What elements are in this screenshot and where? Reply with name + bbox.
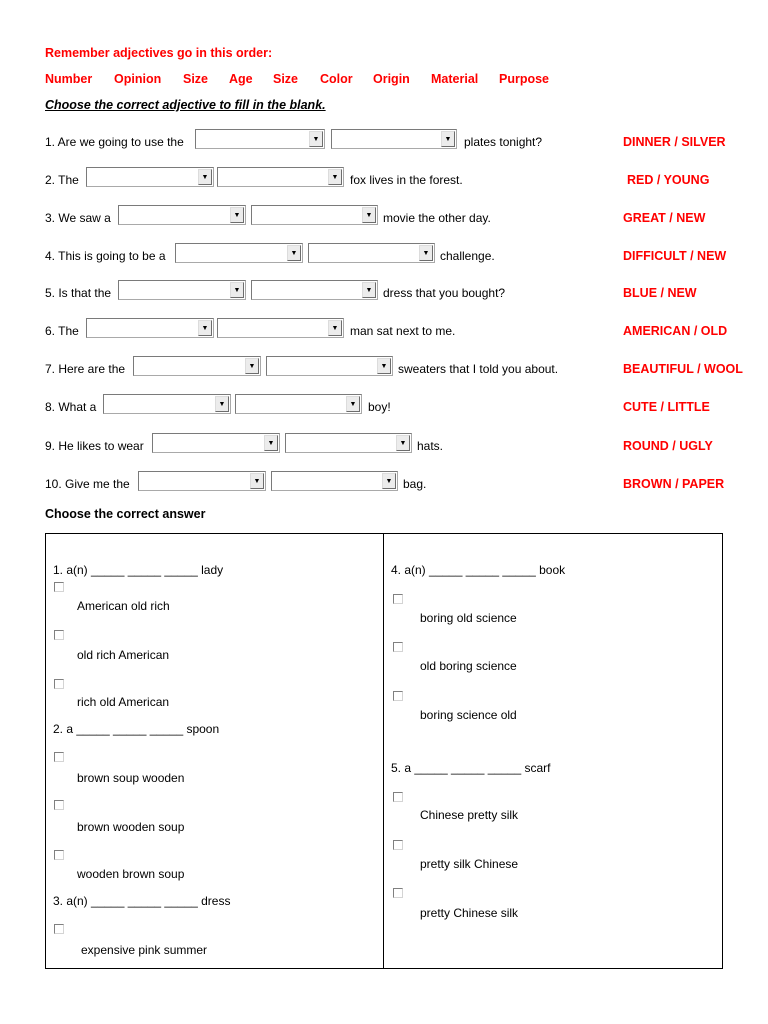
question-text-before: 7. Here are the [45,362,126,376]
mc-option: Chinese pretty silk [420,808,519,822]
section-title: Choose the correct answer [45,507,206,521]
adjective-dropdown-2[interactable] [217,167,344,187]
question-text-before: 5. Is that the [45,286,112,300]
adjective-dropdown-2[interactable] [331,129,457,149]
mc-option: boring old science [420,611,517,625]
checkbox-icon[interactable] [54,924,64,934]
checkbox-icon[interactable] [54,800,64,810]
question-row [45,471,745,495]
adjective-dropdown-1[interactable] [175,243,303,263]
mc-option: wooden brown soup [77,867,185,881]
checkbox-icon[interactable] [54,679,64,689]
question-row [45,433,745,457]
triangle-down-icon[interactable]: ▼ [198,320,212,336]
triangle-down-icon[interactable]: ▼ [328,169,342,185]
answer-hint: RED / YOUNG [627,173,710,187]
order-word-purpose: Purpose [499,72,550,86]
answer-hint: CUTE / LITTLE [623,400,710,414]
adjective-dropdown-2[interactable] [251,205,378,225]
question-text-after: hats. [417,439,444,453]
triangle-down-icon[interactable]: ▼ [250,473,264,489]
answer-hint: AMERICAN / OLD [623,324,728,338]
question-row [45,205,745,229]
triangle-down-icon[interactable]: ▼ [264,435,278,451]
question-row [45,167,745,191]
mc-option: brown soup wooden [77,771,185,785]
triangle-down-icon[interactable]: ▼ [215,396,229,412]
question-row [45,280,745,304]
adjective-dropdown-2[interactable] [266,356,393,376]
question-text-before: 10. Give me the [45,477,130,491]
mc-question: 1. a(n) _____ _____ _____ lady [53,563,224,577]
mc-question: 4. a(n) _____ _____ _____ book [391,563,566,577]
triangle-down-icon[interactable]: ▼ [362,207,376,223]
triangle-down-icon[interactable]: ▼ [230,207,244,223]
column-divider [383,534,384,968]
multiple-choice-table [45,533,723,969]
checkbox-icon[interactable] [54,752,64,762]
adjective-dropdown-1[interactable] [118,205,246,225]
question-row [45,243,745,267]
triangle-down-icon[interactable]: ▼ [419,245,433,261]
adjective-dropdown-1[interactable] [133,356,261,376]
mc-option: rich old American [77,695,170,709]
question-text-after: dress that you bought? [383,286,506,300]
answer-hint: ROUND / UGLY [623,439,713,453]
adjective-dropdown-2[interactable] [217,318,344,338]
question-text-after: sweaters that I told you about. [398,362,559,376]
order-word-age: Age [229,72,253,86]
question-text-after: plates tonight? [464,135,543,149]
adjective-dropdown-2[interactable] [308,243,435,263]
mc-question: 3. a(n) _____ _____ _____ dress [53,894,231,908]
order-word-size-2: Size [273,72,299,86]
question-text-after: bag. [403,477,427,491]
checkbox-icon[interactable] [393,888,403,898]
answer-hint: GREAT / NEW [623,211,706,225]
checkbox-icon[interactable] [393,691,403,701]
triangle-down-icon[interactable]: ▼ [198,169,212,185]
checkbox-icon[interactable] [393,642,403,652]
question-text-before: 1. Are we going to use the [45,135,184,149]
question-row [45,356,745,380]
question-text-before: 8. What a [45,400,97,414]
triangle-down-icon[interactable]: ▼ [362,282,376,298]
order-word-material: Material [431,72,479,86]
question-text-after: fox lives in the forest. [350,173,463,187]
question-text-before: 2. The [45,173,79,187]
adjective-dropdown-2[interactable] [251,280,378,300]
question-row [45,394,745,418]
triangle-down-icon[interactable]: ▼ [377,358,391,374]
triangle-down-icon[interactable]: ▼ [396,435,410,451]
adjective-dropdown-2[interactable] [235,394,362,414]
adjective-dropdown-1[interactable] [86,167,214,187]
mc-question: 2. a _____ _____ _____ spoon [53,722,220,736]
order-word-color: Color [320,72,353,86]
question-row [45,129,745,153]
order-word-origin: Origin [373,72,410,86]
answer-hint: BLUE / NEW [623,286,697,300]
checkbox-icon[interactable] [54,850,64,860]
question-text-after: challenge. [440,249,495,263]
adjective-dropdown-1[interactable] [138,471,266,491]
mc-question: 5. a _____ _____ _____ scarf [391,761,551,775]
order-word-size: Size [183,72,209,86]
question-text-before: 3. We saw a [45,211,111,225]
triangle-down-icon[interactable]: ▼ [441,131,455,147]
mc-option: old boring science [420,659,517,673]
triangle-down-icon[interactable]: ▼ [382,473,396,489]
triangle-down-icon[interactable]: ▼ [230,282,244,298]
mc-option: expensive pink summer [81,943,208,957]
triangle-down-icon[interactable]: ▼ [328,320,342,336]
adjective-dropdown-1[interactable] [195,129,325,149]
answer-hint: DIFFICULT / NEW [623,249,727,263]
order-word-opinion: Opinion [114,72,162,86]
question-row [45,318,745,342]
checkbox-icon[interactable] [393,840,403,850]
adjective-dropdown-1[interactable] [152,433,280,453]
question-text-before: 4. This is going to be a [45,249,166,263]
mc-option: old rich American [77,648,170,662]
mc-option: boring science old [420,708,517,722]
mc-option: pretty Chinese silk [420,906,519,920]
answer-hint: BEAUTIFUL / WOOL [623,362,743,376]
question-text-after: man sat next to me. [350,324,456,338]
mc-option: pretty silk Chinese [420,857,519,871]
answer-hint: BROWN / PAPER [623,477,725,491]
adjective-dropdown-1[interactable] [86,318,214,338]
adjective-dropdown-2[interactable] [271,471,398,491]
triangle-down-icon[interactable]: ▼ [346,396,360,412]
order-reminder: Remember adjectives go in this order: [45,46,273,60]
checkbox-icon[interactable] [393,792,403,802]
adjective-dropdown-2[interactable] [285,433,412,453]
order-word-number: Number [45,72,93,86]
adjective-dropdown-1[interactable] [103,394,231,414]
answer-hint: DINNER / SILVER [623,135,726,149]
triangle-down-icon[interactable]: ▼ [287,245,301,261]
adjective-dropdown-1[interactable] [118,280,246,300]
question-text-after: movie the other day. [383,211,491,225]
question-text-after: boy! [368,400,391,414]
mc-option: American old rich [77,599,170,613]
checkbox-icon[interactable] [54,630,64,640]
checkbox-icon[interactable] [54,582,64,592]
instruction: Choose the correct adjective to fill in the blank. [45,98,326,112]
question-text-before: 6. The [45,324,79,338]
question-text-before: 9. He likes to wear [45,439,144,453]
triangle-down-icon[interactable]: ▼ [309,131,323,147]
checkbox-icon[interactable] [393,594,403,604]
mc-option: brown wooden soup [77,820,185,834]
triangle-down-icon[interactable]: ▼ [245,358,259,374]
